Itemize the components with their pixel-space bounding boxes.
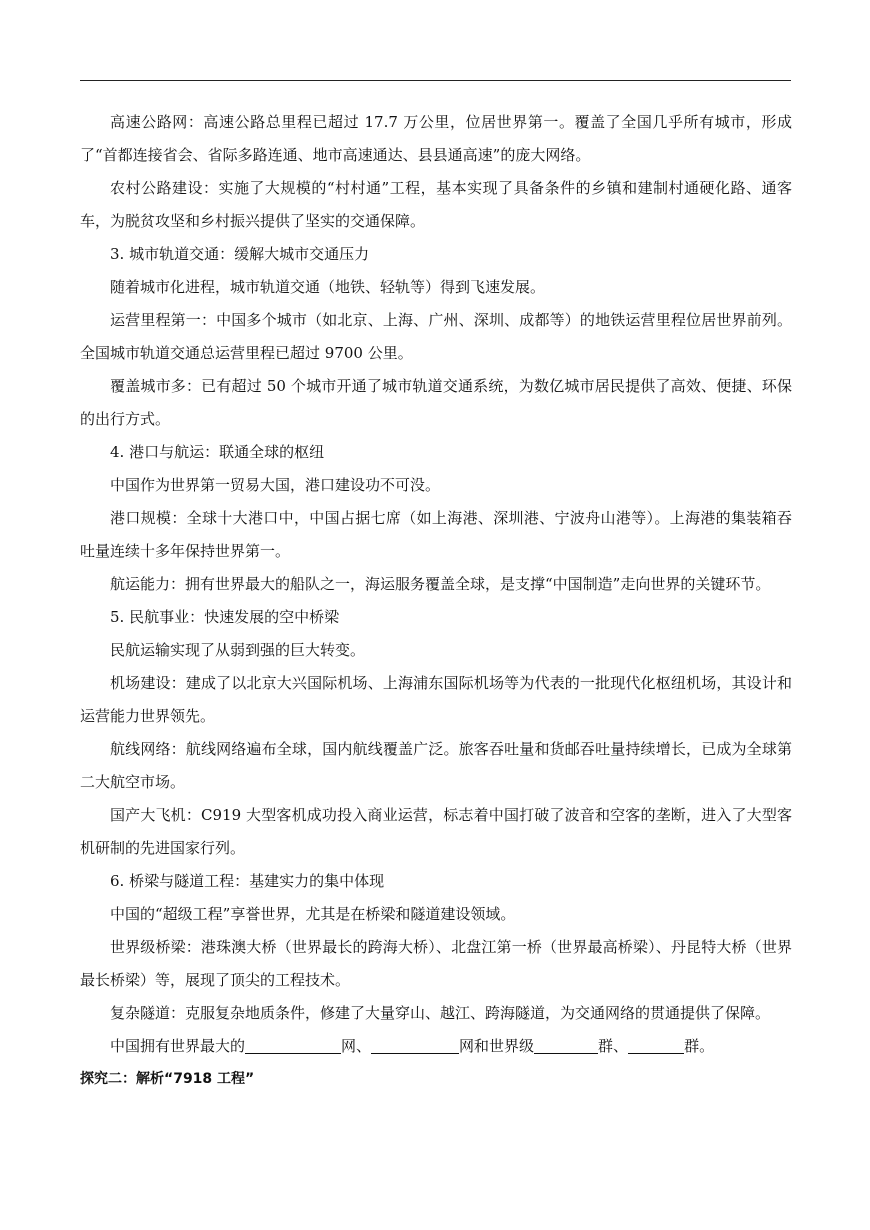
document-body <box>80 106 792 1096</box>
paragraph-urbanization: 随着城市化进程，城市轨道交通（地铁、轻轨等）得到飞速发展。 <box>110 278 546 296</box>
paragraph-airports: 机场建设：建成了以北京大兴国际机场、上海浦东国际机场等为代表的一批现代化枢纽机场，其设计和运营能力世界领先。 <box>80 674 792 725</box>
paragraph-shipping: 航运能力：拥有世界最大的船队之一，海运服务覆盖全球，是支撑“中国制造”走向世界的关键环节。 <box>110 575 771 593</box>
blank-4[interactable] <box>628 1037 684 1054</box>
heading-aviation: 5. 民航事业：快速发展的空中桥梁 <box>110 608 340 626</box>
paragraph-bridges: 世界级桥梁：港珠澳大桥（世界最长的跨海大桥）、北盘江第一桥（世界最高桥梁）、丹昆特大桥（世界最长桥梁）等，展现了顶尖的工程技术。 <box>80 938 792 989</box>
heading-ports: 4. 港口与航运：联通全球的枢纽 <box>110 443 325 461</box>
fill-text-1: 网、 <box>341 1037 372 1055</box>
paragraph-aviation-transform: 民航运输实现了从弱到强的巨大转变。 <box>110 641 366 659</box>
paragraph-port-scale: 港口规模：全球十大港口中，中国占据七席（如上海港、深圳港、宁波舟山港等）。上海港的集装箱吞吐量连续十多年保持世界第一。 <box>80 509 792 560</box>
section-heading: 探究二：解析“7918 工程” <box>80 1071 255 1087</box>
fill-in-sentence <box>80 1030 792 1063</box>
blank-1[interactable] <box>245 1037 341 1054</box>
fill-text-2: 网和世界级 <box>459 1037 535 1055</box>
paragraph-trade: 中国作为世界第一贸易大国，港口建设功不可没。 <box>110 476 441 494</box>
blank-2[interactable] <box>371 1037 459 1054</box>
paragraph-super-projects: 中国的“超级工程”享誉世界，尤其是在桥梁和隧道建设领域。 <box>110 905 516 923</box>
fill-text-4: 群。 <box>684 1037 715 1055</box>
paragraph-city-coverage: 覆盖城市多：已有超过 50 个城市开通了城市轨道交通系统，为数亿城市居民提供了高效、便捷、环保的出行方式。 <box>80 377 792 428</box>
blank-3[interactable] <box>534 1037 598 1054</box>
paragraph-tunnels: 复杂隧道：克服复杂地质条件，修建了大量穿山、越江、跨海隧道，为交通网络的贯通提供了保障。 <box>110 1004 771 1022</box>
fill-text-3: 群、 <box>598 1037 629 1055</box>
paragraph-metro-mileage: 运营里程第一：中国多个城市（如北京、上海、广州、深圳、成都等）的地铁运营里程位居世界前列。全国城市轨道交通总运营里程已超过 9700 公里。 <box>80 311 792 362</box>
paragraph-c919: 国产大飞机：C919 大型客机成功投入商业运营，标志着中国打破了波音和空客的垄断，进入了大型客机研制的先进国家行列。 <box>80 806 792 857</box>
header-rule <box>80 80 791 81</box>
paragraph-routes: 航线网络：航线网络遍布全球，国内航线覆盖广泛。旅客吞吐量和货邮吞吐量持续增长，已成为全球第二大航空市场。 <box>80 740 792 791</box>
paragraph-rural-roads: 农村公路建设：实施了大规模的“村村通”工程，基本实现了具备条件的乡镇和建制村通硬化路、通客车，为脱贫攻坚和乡村振兴提供了坚实的交通保障。 <box>80 179 792 230</box>
heading-bridges-tunnels: 6. 桥梁与隧道工程：基建实力的集中体现 <box>110 872 385 890</box>
heading-urban-rail: 3. 城市轨道交通：缓解大城市交通压力 <box>110 245 370 263</box>
fill-prefix: 中国拥有世界最大的 <box>110 1037 246 1055</box>
paragraph-expressway: 高速公路网：高速公路总里程已超过 17.7 万公里，位居世界第一。覆盖了全国几乎所有城市，形成了“首都连接省会、省际多路连通、地市高速通达、县县通高速”的庞大网络。 <box>80 113 792 164</box>
